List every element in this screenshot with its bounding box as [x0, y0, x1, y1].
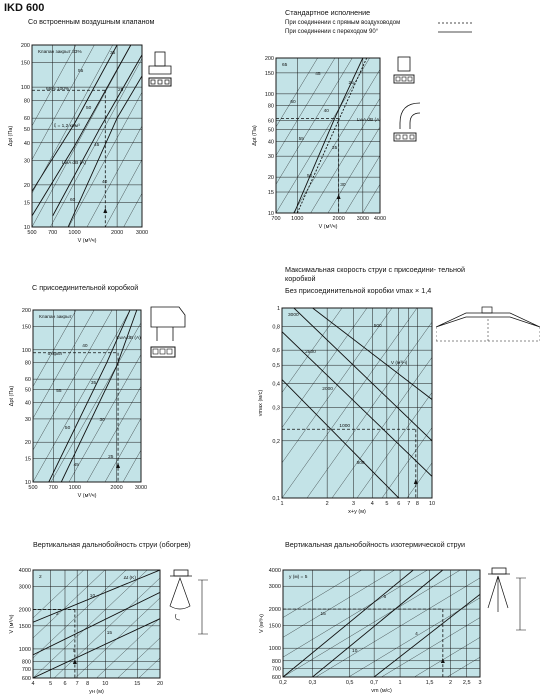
p4-ylabel: vmax (м/с): [258, 389, 264, 417]
p5-xtick: 8: [86, 681, 90, 687]
p6-xtick: 3: [478, 680, 482, 686]
p2-annotation: 65: [282, 63, 288, 68]
p5-ytick: 1000: [18, 646, 31, 653]
p2-xtick: 3000: [356, 216, 369, 222]
p5-annotation: 3: [55, 612, 59, 617]
p6-annotation: 10: [352, 649, 358, 654]
p3-annotation: 55: [56, 389, 62, 394]
p6-xtick: 1,5: [425, 680, 434, 686]
p2-xtick: 2000: [332, 216, 345, 222]
p2-ytick: 15: [267, 190, 274, 197]
p5-annotation: Δt (K): [123, 576, 136, 581]
p1-xtick: 2000: [110, 230, 124, 236]
p2-annotation: LwA dB (A): [356, 118, 381, 123]
p1-ytick: 100: [20, 85, 30, 92]
p6-ytick: 1500: [268, 623, 281, 630]
p3-ytick: 30: [24, 416, 31, 423]
p1-annotation: 35: [110, 51, 116, 56]
p2-ytick: 50: [267, 127, 274, 134]
p5-annotation: 15: [106, 631, 113, 636]
p4-xtick: 4: [370, 501, 374, 507]
p4-xtick: 5: [385, 501, 389, 507]
p6-annotation: y (м) = 5: [289, 575, 308, 580]
p3-ytick: 20: [24, 440, 31, 447]
p1-ytick: 50: [23, 127, 30, 134]
p3-annotation: LwA dB (A): [116, 336, 141, 341]
p6-ytick: 1000: [268, 646, 281, 653]
p4-ytick: 0,5: [272, 363, 280, 370]
p1-annotation: 55: [78, 69, 84, 74]
p4-ytick: 0,8: [272, 324, 280, 331]
p2-xtick: 1000: [291, 216, 304, 222]
p4-xtick: 2: [325, 501, 329, 507]
p4-title: Максимальная скорость струи с присоедини- тельной коробкой: [285, 265, 465, 283]
p5-xtick: 20: [156, 681, 164, 687]
diffuser-valve-icon: [145, 50, 175, 98]
p2-annotation: 30: [340, 183, 346, 188]
p6-xtick: 0,7: [370, 680, 378, 686]
p5-xtick: 6: [63, 681, 67, 687]
p3-annotation: 45: [73, 463, 79, 468]
p1-title: Со встроенным воздушным клапаном: [28, 17, 155, 26]
p5-annotation: 2: [39, 575, 42, 580]
p1-annotation: LwA dB (A): [62, 161, 86, 166]
p1-ytick: 150: [20, 60, 30, 67]
p3-annotation: 40: [82, 344, 88, 349]
diffuser-box-icon: [147, 305, 187, 365]
p3-ytick: 200: [21, 308, 31, 314]
p5-xtick: 5: [49, 681, 53, 687]
p2-ytick: 10: [267, 211, 274, 217]
p3-ytick: 40: [24, 400, 31, 407]
p5-ytick: 1500: [18, 623, 31, 630]
p6-xtick: 0,3: [308, 680, 317, 686]
p6-xtick: 2: [448, 680, 453, 686]
p3-xtick: 1000: [68, 485, 81, 491]
p1-ytick: 15: [23, 200, 30, 207]
p1-ytick: 60: [23, 116, 30, 123]
p5-ytick: 4000: [18, 568, 31, 574]
p2-ytick: 80: [267, 103, 274, 110]
p4-xtick: 6: [397, 501, 401, 507]
p5-ytick: 600: [21, 676, 31, 682]
p2-xlabel: V (м³/ч): [318, 224, 338, 230]
p1-annotation: 40: [102, 180, 108, 185]
p3-ytick: 60: [24, 377, 31, 384]
p3-xtick: 500: [28, 485, 38, 491]
p2-annotation: 35: [331, 146, 338, 151]
p5-xtick: 4: [31, 681, 35, 687]
p1-plot-area: [32, 45, 142, 227]
p2-plot-area: [276, 58, 380, 213]
p4-ytick: 0,6: [272, 348, 280, 355]
p5-ytick: 2000: [18, 607, 31, 614]
p3-annotation: 50: [64, 426, 71, 431]
p3-annotation: Клапан закрыт: [39, 315, 72, 320]
p1-xtick: 1000: [68, 230, 81, 236]
p1-xtick: 700: [48, 230, 58, 236]
p2-annotation: 50: [306, 174, 313, 179]
p6-xtick: 2,5: [462, 680, 471, 686]
p2-ytick: 60: [267, 118, 274, 125]
p4-xtick: 7: [407, 501, 411, 507]
p3-annotation: открыт: [47, 352, 63, 357]
p1-ytick: 10: [23, 225, 30, 231]
p5-title: Вертикальная дальнобойность струи (обогрев): [33, 540, 191, 549]
p1-annotation: 50: [86, 106, 92, 111]
p6-xtick: 0,2: [279, 680, 287, 686]
p3-ytick: 10: [24, 480, 31, 486]
p5-xlabel: yн (м): [89, 689, 104, 695]
p5-xtick: 10: [102, 681, 109, 687]
p2-annotation: 60: [290, 100, 296, 105]
p3-ylabel: Δpt (Па): [9, 385, 15, 407]
p3-xtick: 2000: [110, 485, 123, 491]
p3-ytick: 80: [24, 360, 31, 367]
p2-ytick: 100: [264, 91, 274, 98]
p1-annotation: 45: [94, 143, 100, 148]
p3-annotation: 30: [99, 418, 105, 423]
p6-xtick: 0,5: [345, 680, 354, 686]
p6-ytick: 2000: [268, 607, 281, 614]
p4-annotation: V (м³/ч): [390, 361, 408, 366]
p6-ytick: 3000: [268, 584, 281, 591]
p4-annotation: 3000: [288, 313, 299, 318]
p4-ytick: 0,4: [272, 381, 280, 388]
p4-annotation: 2000: [322, 387, 333, 392]
p1-xtick: 500: [27, 230, 37, 236]
p1-ylabel: Δpt (Па): [8, 125, 14, 147]
p2-xtick: 700: [271, 216, 281, 222]
p4-ytick: 0,1: [272, 496, 280, 502]
p5-ylabel: V (м³/ч): [9, 614, 15, 634]
p1-ytick: 30: [23, 158, 30, 165]
p3-ytick: 50: [24, 387, 31, 394]
p2-legend-straight: При соединении с прямым воздуховодом: [285, 20, 401, 26]
model-title: IKD 600: [4, 2, 45, 14]
p2-xtick: 4000: [373, 216, 387, 222]
p4-annotation: 1000: [339, 424, 351, 429]
p2-annotation: 40: [323, 109, 329, 114]
p3-ytick: 100: [21, 347, 31, 354]
p5-xtick: 15: [134, 681, 141, 687]
p4-annotation: 500: [373, 324, 382, 329]
jet-spread-icon: [436, 305, 540, 350]
p4-annotation: 800: [356, 461, 365, 466]
p1-ytick: 200: [20, 43, 30, 49]
p4-xtick: 1: [280, 501, 284, 507]
p1-xtick: 3000: [135, 230, 149, 236]
p4-annotation: 2500: [305, 350, 316, 355]
p2-annotation: 45: [315, 72, 321, 77]
p6-ylabel: V (м³/ч): [259, 614, 265, 633]
p2-annotation: 25: [348, 81, 354, 86]
p1-annotation: ξ = 1,2 кг/м³: [54, 124, 80, 129]
p2-ytick: 30: [267, 154, 274, 161]
p5-annotation: 10: [89, 594, 96, 599]
p2-ytick: 200: [264, 56, 274, 62]
isothermal-jet-icon: [486, 566, 538, 646]
p1-ytick: 40: [23, 140, 30, 147]
p1-annotation: Клапан закрыт 33%: [38, 50, 82, 55]
p1-xlabel: V (м³/ч): [77, 238, 97, 244]
p6-ytick: 800: [271, 658, 281, 665]
p6-annotation: 15: [320, 612, 326, 617]
p3-xlabel: V (м³/ч): [77, 493, 97, 499]
p2-ytick: 20: [267, 175, 274, 182]
p6-annotation: 4: [415, 632, 418, 637]
p1-annotation: 66% 100%: [46, 87, 70, 92]
p3-ytick: 150: [21, 324, 31, 331]
p4-xtick: 10: [428, 501, 436, 507]
p6-ytick: 4000: [268, 568, 281, 574]
p3-annotation: 35: [90, 381, 97, 386]
p1-ytick: 80: [23, 98, 30, 105]
p4-ytick: 1: [276, 306, 280, 312]
p1-ytick: 20: [23, 182, 30, 189]
p2-title: Стандартное исполнение: [285, 8, 371, 17]
p6-annotation: 6: [383, 595, 387, 600]
p6-xlabel: vm (м/с): [371, 688, 392, 694]
p4-ytick: 0,2: [272, 438, 280, 445]
p5-annotation: 5: [72, 649, 76, 654]
p2-ytick: 40: [267, 139, 274, 146]
p3-xtick: 3000: [134, 485, 148, 491]
p6-ytick: 600: [271, 675, 281, 681]
p5-ytick: 800: [21, 659, 31, 666]
p2-annotation: 55: [298, 137, 304, 142]
p5-ytick: 700: [21, 667, 31, 674]
p4-subtitle: Без присоединительной коробки vmax × 1,4: [285, 286, 432, 295]
p2-legend-elbow: При соединении с переходом 90°: [285, 29, 379, 35]
p3-annotation: 25: [108, 455, 114, 460]
p4-xlabel: x+y (м): [348, 509, 366, 515]
p4-ytick: 0,3: [272, 405, 280, 412]
p1-annotation: 60: [70, 198, 76, 203]
p1-annotation: 25: [118, 88, 124, 93]
p3-title: С присоединительной коробкой: [32, 283, 139, 292]
p5-xtick: 7: [75, 681, 79, 687]
p6-xtick: 1: [398, 680, 402, 686]
p5-ytick: 3000: [18, 584, 31, 591]
p3-ytick: 15: [24, 456, 31, 463]
heating-jet-icon: [168, 568, 220, 652]
p4-xtick: 8: [415, 501, 419, 507]
p6-ytick: 700: [271, 666, 281, 673]
p2-ylabel: Δpt (Па): [252, 125, 258, 146]
p2-ytick: 150: [264, 70, 274, 77]
p6-title: Вертикальная дальнобойность изотермической струи: [285, 540, 466, 549]
p4-xtick: 3: [352, 501, 356, 507]
p3-xtick: 700: [48, 485, 58, 491]
diffuser-elbow-icon: [390, 55, 422, 150]
